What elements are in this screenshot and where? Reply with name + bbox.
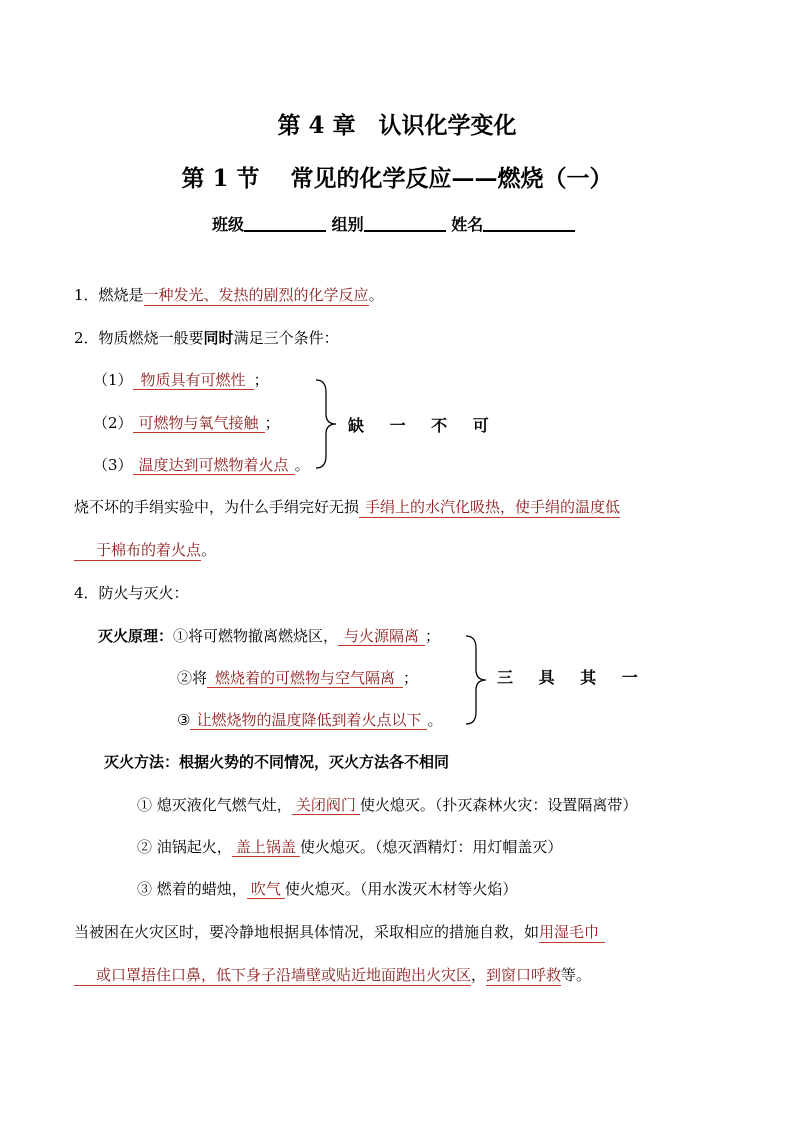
principle-answer: 让燃烧物的温度降低到着火点以下 [190, 711, 427, 730]
q5-answer-line2b: 到窗口呼救 [486, 966, 562, 984]
q2-intro-bold: 同时 [203, 329, 234, 347]
method-number: ① [137, 796, 153, 814]
brace-label-principles: 三 具 其 一 [497, 668, 648, 687]
method-answer: 盖上锅盖 [232, 838, 300, 857]
brace-label-conditions: 缺 一 不 可 [348, 416, 499, 435]
method-text: 燃着的蜡烛， [156, 880, 247, 898]
question-5-line2 [74, 964, 591, 985]
method-text: 油锅起火， [156, 838, 232, 856]
condition-3 [93, 454, 310, 475]
method-3 [137, 878, 517, 899]
q3-answer-line2: 于棉布的着火点 [74, 541, 201, 561]
principle-1 [98, 625, 440, 646]
principle-text: ②将 [177, 669, 208, 687]
student-info-row [212, 212, 575, 235]
method-number: ③ [137, 880, 153, 898]
question-5-line1 [74, 921, 605, 942]
q1-answer: 一种发光、发热的剧烈的化学反应 [143, 286, 369, 304]
q5-prefix: 当被困在火灾区时，要冷静地根据具体情况，采取相应的措施自救，如 [74, 923, 540, 941]
right-brace-icon [312, 378, 340, 470]
q5-answer-line1: 用湿毛巾 [539, 923, 605, 943]
question-3-line1 [74, 496, 620, 517]
condition-answer: 温度达到可燃物着火点 [133, 456, 295, 475]
question-2-intro [74, 327, 339, 348]
chapter-title: 第 4 章 认识化学变化 [277, 112, 517, 139]
condition-answer: 可燃物与氧气接触 [133, 414, 265, 433]
principle-label: 灭火原理： [98, 627, 174, 645]
condition-end: ； [264, 414, 280, 432]
condition-end: 。 [294, 456, 310, 474]
method-2 [137, 836, 562, 857]
q5-suffix: 等。 [561, 966, 592, 984]
principle-3 [177, 709, 442, 730]
method-text: 熄灭液化气燃气灶， [156, 796, 292, 814]
class-label: 班级 [212, 215, 245, 234]
methods-title: 灭火方法：根据火势的不同情况，灭火方法各不相同 [104, 753, 450, 771]
method-answer: 吹气 [247, 880, 285, 899]
question-1 [74, 284, 384, 305]
method-rest: 使火熄灭。（熄灭酒精灯：用灯帽盖灭） [299, 838, 563, 856]
principle-text: ③ [177, 711, 191, 729]
condition-number: （3） [93, 456, 133, 474]
q3-prefix: 烧不坏的手绢实验中，为什么手绢完好无损 [74, 498, 360, 516]
group-blank[interactable] [364, 214, 446, 232]
question-4-title: 4．防火与灭火： [74, 584, 189, 602]
q5-separator: ， [471, 966, 487, 984]
condition-number: （1） [93, 371, 133, 389]
method-rest: 使火熄灭。（用水泼灭木材等火焰） [284, 880, 518, 898]
principle-end: ； [425, 627, 441, 645]
q3-answer-line1: 手绢上的水汽化吸热，使手绢的温度低 [359, 498, 620, 518]
class-blank[interactable] [244, 214, 326, 232]
method-1 [137, 794, 637, 815]
method-answer: 关闭阀门 [292, 796, 360, 815]
condition-number: （2） [93, 414, 133, 432]
principle-end: 。 [427, 711, 443, 729]
principle-2 [177, 667, 418, 688]
condition-answer: 物质具有可燃性 [133, 371, 254, 390]
principle-answer: 燃烧着的可燃物与空气隔离 [207, 669, 403, 688]
condition-1 [93, 369, 269, 390]
q1-suffix: 。 [368, 286, 384, 304]
q3-suffix: 。 [201, 541, 217, 559]
method-number: ② [137, 838, 153, 856]
q2-intro-a: 2．物质燃烧一般要 [74, 329, 204, 347]
q2-intro-b: 满足三个条件： [233, 329, 339, 347]
condition-2 [93, 412, 280, 433]
question-3-line2 [74, 539, 216, 560]
principle-text: ①将可燃物撤离燃烧区， [173, 627, 339, 645]
right-brace-icon [462, 634, 490, 726]
method-rest: 使火熄灭。（扑灭森林火灾：设置隔离带） [359, 796, 638, 814]
group-label: 组别 [331, 215, 364, 234]
principle-answer: 与火源隔离 [338, 627, 425, 646]
q5-answer-line2a: 或口罩捂住口鼻，低下身子沿墙壁或贴近地面跑出火灾区 [74, 966, 471, 986]
section-title: 第 1 节 常见的化学反应——燃烧（一） [181, 165, 613, 192]
name-blank[interactable] [483, 214, 575, 232]
principle-end: ； [403, 669, 419, 687]
q1-prefix: 1．燃烧是 [74, 286, 144, 304]
condition-end: ； [253, 371, 269, 389]
name-label: 姓名 [451, 215, 484, 234]
